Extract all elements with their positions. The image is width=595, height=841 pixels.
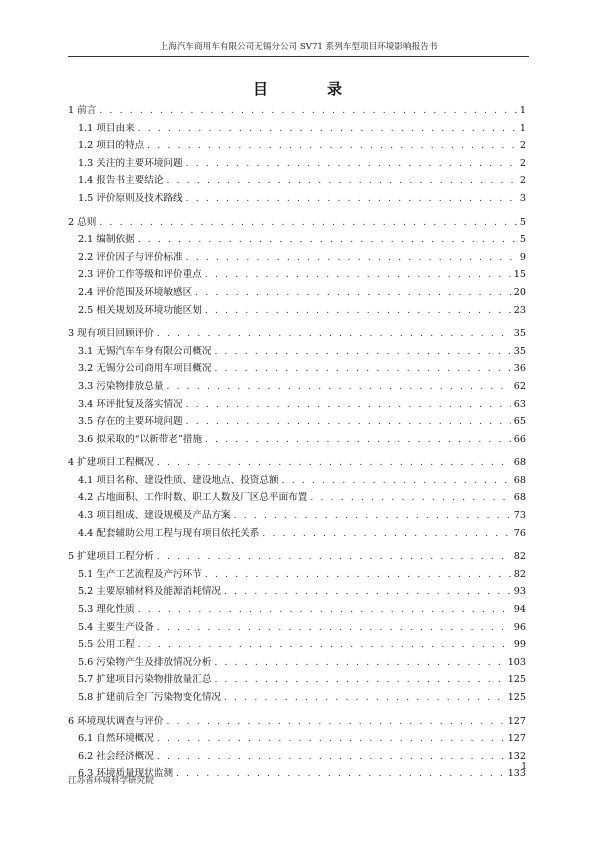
toc-section-entry[interactable] (68, 172, 526, 190)
toc-entry-label: 1.5 评价原则及技术路线 (78, 192, 183, 204)
toc-section-entry[interactable] (68, 583, 526, 601)
dot-leader (262, 526, 510, 544)
dot-leader (157, 749, 505, 767)
toc-entry-page: 103 (507, 656, 526, 668)
toc-entry-label: 5.3 理化性质 (78, 604, 135, 616)
dot-leader (195, 285, 511, 303)
toc-entry-page: 96 (513, 621, 526, 633)
dot-leader (186, 156, 517, 174)
dot-leader (214, 655, 504, 673)
dot-leader (167, 714, 505, 732)
dot-leader (138, 637, 511, 655)
dot-leader (214, 361, 510, 379)
dot-leader (99, 103, 517, 121)
dot-leader (166, 379, 510, 397)
toc-entry-page: 93 (513, 586, 526, 598)
toc-entry-page: 66 (513, 433, 526, 445)
toc-entry-page: 125 (507, 692, 526, 703)
toc-entry-label: 4.2 占地面积、工作时数、职工人数及厂区总平面布置 (78, 492, 308, 504)
toc-entry-label: 5.6 污染物产生及排放情况分析 (78, 656, 212, 668)
toc-entry-label: 3 现有项目回顾评价 (68, 328, 154, 340)
toc-entry-label: 4.1 项目名称、建设性质、建设地点、投资总额 (78, 474, 279, 486)
page-number: 1 (521, 762, 527, 772)
dot-leader (138, 121, 517, 139)
dot-leader (224, 584, 511, 602)
toc-entry-label: 6.2 社会经济概况 (78, 750, 154, 762)
toc-entry-label: 5.2 主要原辅材料及能源消耗情况 (78, 586, 222, 598)
dot-leader (282, 473, 511, 491)
toc-section-entry[interactable] (68, 566, 526, 584)
toc-section-entry[interactable] (68, 343, 526, 361)
toc-entry-label: 5.1 生产工艺流程及产污环节 (78, 568, 202, 580)
dot-leader (176, 766, 505, 784)
dot-leader (234, 508, 511, 526)
toc-entry-label: 2.4 评价范围及环境敏感区 (78, 286, 193, 298)
dot-leader (186, 250, 517, 268)
toc-entry-label: 2.1 编制依据 (78, 234, 135, 246)
toc-entry-label: 5.7 扩建项目污染物排放量汇总 (78, 674, 212, 686)
toc-entry-label: 5.8 扩建前后全厂污染物变化情况 (78, 692, 222, 703)
dot-leader (214, 344, 510, 362)
dot-leader (186, 414, 511, 432)
dot-leader (186, 397, 511, 415)
dot-leader (157, 549, 511, 567)
toc-section-entry[interactable] (68, 360, 526, 378)
dot-leader (205, 432, 511, 450)
toc-section-entry[interactable] (68, 266, 526, 284)
toc-section-entry[interactable] (68, 730, 526, 748)
toc-entry-page: 35 (513, 345, 526, 357)
dot-leader (205, 303, 511, 321)
toc-entry-page: 62 (513, 380, 526, 392)
toc-entry-page: 1 (519, 105, 526, 116)
toc-chapter-entry[interactable] (68, 102, 526, 120)
toc-entry-label: 3.2 无锡分公司商用车项目概况 (78, 363, 212, 375)
toc-entry-label: 2.2 评价因子与评价标准 (78, 251, 183, 263)
toc-entry-label: 3.6 拟采取的“以新带老”措施 (78, 433, 203, 445)
page-title: 目 录 (252, 80, 364, 98)
toc-entry-page: 2 (519, 175, 526, 187)
dot-leader (166, 173, 516, 191)
toc-entry-page: 3 (519, 192, 526, 204)
toc-entry-page: 63 (513, 398, 526, 410)
toc-entry-page: 76 (513, 527, 526, 539)
toc-entry-page: 132 (507, 750, 526, 762)
toc-entry-page: 133 (507, 768, 526, 780)
header-divider (68, 56, 529, 57)
toc-section-entry[interactable] (68, 137, 526, 155)
toc-entry-label: 1.2 项目的特点 (78, 140, 145, 152)
toc-entry-label: 4 扩建项目工程概况 (68, 457, 154, 469)
toc-entry-page: 127 (507, 733, 526, 745)
dot-leader (147, 138, 517, 156)
toc-entry-label: 4.4 配套辅助公用工程与现有项目依托关系 (78, 527, 260, 539)
toc-entry-label: 6 环境现状调查与评价 (68, 715, 164, 727)
toc-entry-page: 1 (519, 122, 526, 134)
dot-leader (214, 672, 504, 690)
dot-leader (157, 326, 511, 344)
toc-section-entry[interactable] (68, 120, 526, 138)
toc-entry-page: 9 (519, 251, 526, 263)
toc-entry-label: 2 总则 (68, 216, 97, 228)
dot-leader (157, 455, 511, 473)
toc-section-entry[interactable] (68, 525, 526, 543)
toc-section-entry[interactable] (68, 190, 526, 208)
dot-leader (99, 215, 517, 233)
dot-leader (157, 620, 511, 638)
toc-entry-label: 1.4 报告书主要结论 (78, 175, 164, 187)
toc-entry-page: 99 (513, 639, 526, 651)
toc-entry-page: 5 (519, 216, 526, 228)
footer-organization: 江苏省环境科学研究院 (68, 776, 154, 786)
toc-entry-page: 127 (507, 715, 526, 727)
toc-entry-page: 68 (513, 492, 526, 504)
toc-entry-page: 73 (513, 510, 526, 522)
toc-section-entry[interactable] (68, 507, 526, 525)
table-of-contents (68, 102, 526, 783)
toc-section-entry[interactable] (68, 249, 526, 267)
dot-leader (205, 567, 511, 585)
dot-leader (138, 232, 517, 250)
toc-chapter-entry[interactable] (68, 214, 526, 232)
toc-entry-label: 3.3 污染物排放总量 (78, 380, 164, 392)
toc-entry-label: 6.3 环境质量现状监测 (78, 768, 174, 780)
toc-chapter-entry[interactable] (68, 548, 526, 566)
toc-entry-page: 23 (513, 304, 526, 316)
dot-leader (224, 690, 505, 708)
toc-chapter-entry[interactable] (68, 454, 526, 472)
toc-entry-label: 5.5 公用工程 (78, 639, 135, 651)
toc-entry-label: 1.1 项目由来 (78, 122, 135, 134)
toc-entry-label: 5 扩建项目工程分析 (68, 551, 154, 563)
toc-entry-page: 2 (519, 157, 526, 169)
toc-section-entry[interactable] (68, 472, 526, 490)
toc-entry-label: 4.3 项目组成、建设规模及产品方案 (78, 510, 231, 522)
toc-section-entry[interactable] (68, 636, 526, 654)
toc-chapter-entry[interactable] (68, 713, 526, 731)
toc-section-entry[interactable] (68, 748, 526, 766)
toc-entry-page: 68 (513, 457, 526, 469)
toc-section-entry[interactable] (68, 378, 526, 396)
toc-section-entry[interactable] (68, 231, 526, 249)
toc-entry-label: 3.1 无锡汽车车身有限公司概况 (78, 345, 212, 357)
toc-entry-label: 3.5 存在的主要环境问题 (78, 416, 183, 428)
toc-entry-page: 82 (513, 568, 526, 580)
dot-leader (205, 267, 511, 285)
toc-entry-page: 5 (519, 234, 526, 246)
dot-leader (186, 191, 517, 209)
toc-section-entry[interactable] (68, 654, 526, 672)
toc-entry-label: 1 前言 (68, 105, 97, 116)
dot-leader (138, 602, 511, 620)
toc-entry-page: 68 (513, 474, 526, 486)
toc-section-entry[interactable] (68, 671, 526, 689)
toc-entry-page: 65 (513, 416, 526, 428)
dot-leader (157, 731, 505, 749)
toc-section-entry[interactable] (68, 689, 526, 707)
toc-section-entry[interactable] (68, 431, 526, 449)
toc-section-entry[interactable] (68, 396, 526, 414)
toc-section-entry[interactable] (68, 619, 526, 637)
toc-entry-page: 15 (513, 269, 526, 281)
toc-section-entry[interactable] (68, 489, 526, 507)
toc-entry-label: 1.3 关注的主要环境问题 (78, 157, 183, 169)
toc-entry-page: 2 (519, 140, 526, 152)
toc-entry-label: 6.1 自然环境概况 (78, 733, 154, 745)
dot-leader (310, 490, 510, 508)
toc-entry-page: 94 (513, 604, 526, 616)
toc-entry-label: 3.4 环评批复及落实情况 (78, 398, 183, 410)
toc-entry-page: 125 (507, 674, 526, 686)
toc-section-entry[interactable] (68, 284, 526, 302)
toc-entry-page: 36 (513, 363, 526, 375)
toc-entry-page: 35 (513, 328, 526, 340)
running-header: 上海汽车商用车有限公司无锡分公司 SV71 系列车型项目环境影响报告书 (159, 42, 438, 52)
toc-section-entry[interactable] (68, 155, 526, 173)
toc-entry-label: 2.3 评价工作等级和评价重点 (78, 269, 202, 281)
toc-entry-page: 20 (513, 286, 526, 298)
toc-section-entry[interactable] (68, 302, 526, 320)
toc-entry-label: 5.4 主要生产设备 (78, 621, 154, 633)
toc-section-entry[interactable] (68, 413, 526, 431)
toc-entry-label: 2.5 相关规划及环境功能区划 (78, 304, 202, 316)
toc-entry-page: 82 (513, 551, 526, 563)
toc-section-entry[interactable] (68, 601, 526, 619)
toc-chapter-entry[interactable] (68, 325, 526, 343)
